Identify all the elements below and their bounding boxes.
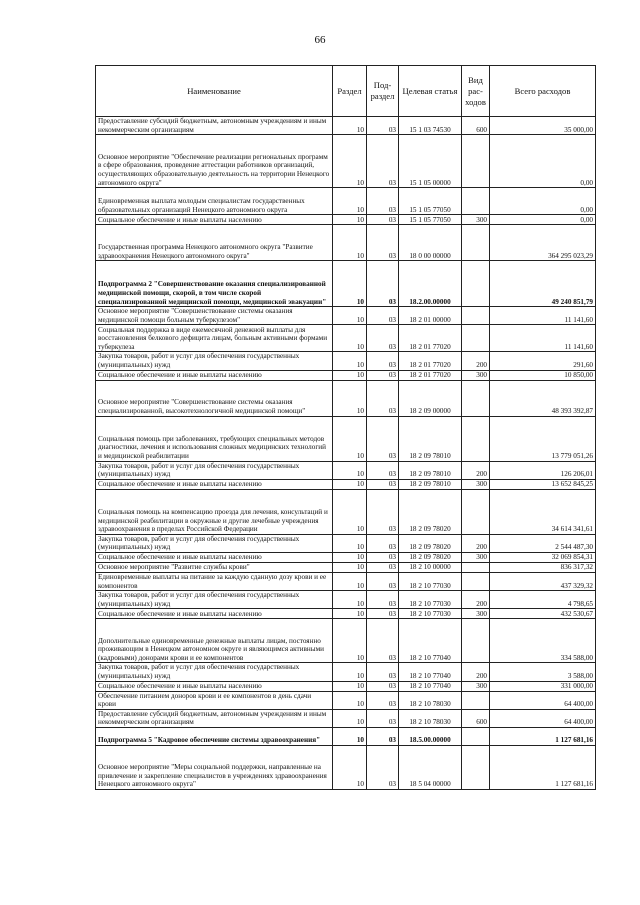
row-section: 10: [333, 307, 367, 325]
table-row: [96, 325, 596, 352]
row-type: 200: [462, 461, 490, 479]
row-article: 18 2 01 77020: [399, 325, 462, 352]
row-section: 10: [333, 691, 367, 709]
row-section: 10: [333, 489, 367, 534]
table-row: [96, 188, 596, 215]
row-article: 18 2 10 77030: [399, 572, 462, 590]
row-name: Социальное обеспечение и иные выплаты населению: [96, 609, 333, 619]
header-article: Целевая статья: [399, 66, 462, 117]
row-section: 10: [333, 117, 367, 135]
row-name: Социальная поддержка в виде ежемесячной денежной выплаты для восстановления белкового дефицита лицам, больным активными формами туберкулеза: [96, 325, 333, 352]
row-section: 10: [333, 225, 367, 261]
header-subsection: Под-раздел: [367, 66, 399, 117]
row-subsection: 03: [367, 727, 399, 745]
table-row: [96, 534, 596, 552]
row-name: Социальная помощь на компенсацию проезда для лечения, консультаций и медицинской реабилитации в окружные и другие лечебные учреждения здравоохранения в пределах Российской Федерации: [96, 489, 333, 534]
row-name: Предоставление субсидий бюджетным, автономным учреждениям и иным некоммерческим организациям: [96, 709, 333, 727]
header-section: Раздел: [333, 66, 367, 117]
row-section: 10: [333, 461, 367, 479]
table-row: [96, 380, 596, 416]
row-name: Единовременные выплаты на питание за каждую сданную дозу крови и ее компонентов: [96, 572, 333, 590]
row-amount: 10 850,00: [490, 370, 596, 380]
table-row: [96, 727, 596, 745]
row-name: Социальное обеспечение и иные выплаты населению: [96, 681, 333, 691]
row-section: 10: [333, 562, 367, 572]
row-amount: 331 000,00: [490, 681, 596, 691]
table-row: [96, 117, 596, 135]
row-section: 10: [333, 709, 367, 727]
row-type: [462, 380, 490, 416]
row-subsection: 03: [367, 489, 399, 534]
row-amount: 11 141,60: [490, 325, 596, 352]
row-amount: 126 206,01: [490, 461, 596, 479]
row-type: 300: [462, 609, 490, 619]
row-amount: 0,00: [490, 135, 596, 188]
row-subsection: 03: [367, 261, 399, 307]
header-total: Всего расходов: [490, 66, 596, 117]
row-name: Социальное обеспечение и иные выплаты населению: [96, 370, 333, 380]
row-name: Основное мероприятие "Совершенствование системы оказания специализированной, высокотехнологичной медицинской помощи": [96, 380, 333, 416]
row-amount: 35 000,00: [490, 117, 596, 135]
row-subsection: 03: [367, 709, 399, 727]
table-row: [96, 479, 596, 489]
row-article: 18 0 00 00000: [399, 225, 462, 261]
row-type: 200: [462, 534, 490, 552]
row-section: 10: [333, 325, 367, 352]
row-article: 18 2 01 00000: [399, 307, 462, 325]
row-type: [462, 745, 490, 789]
row-article: 18 2 10 77040: [399, 663, 462, 681]
row-section: 10: [333, 609, 367, 619]
row-type: [462, 416, 490, 461]
table-row: [96, 370, 596, 380]
budget-table: [95, 65, 596, 790]
row-type: 600: [462, 709, 490, 727]
row-section: 10: [333, 370, 367, 380]
row-type: [462, 135, 490, 188]
header-name: Наименование: [96, 66, 333, 117]
row-subsection: 03: [367, 619, 399, 663]
row-name: Основное мероприятие "Обеспечение реализации региональных программ в сфере образования, проведение аттестации работников организаций, осуществляющих образовательную деятельность на территории Ненецкого автономного округа": [96, 135, 333, 188]
row-type: [462, 225, 490, 261]
row-subsection: 03: [367, 534, 399, 552]
row-article: 18.2.00.00000: [399, 261, 462, 307]
row-name: Обеспечение питанием доноров крови и ее компонентов в день сдачи крови: [96, 691, 333, 709]
row-amount: 0,00: [490, 188, 596, 215]
table-row: [96, 591, 596, 609]
row-section: 10: [333, 534, 367, 552]
table-row: [96, 552, 596, 562]
row-article: 18 2 10 00000: [399, 562, 462, 572]
row-subsection: 03: [367, 562, 399, 572]
row-type: 200: [462, 591, 490, 609]
row-subsection: 03: [367, 380, 399, 416]
row-subsection: 03: [367, 479, 399, 489]
row-amount: 48 393 392,87: [490, 380, 596, 416]
row-subsection: 03: [367, 135, 399, 188]
row-article: 15 1 05 77050: [399, 188, 462, 215]
row-name: Закупка товаров, работ и услуг для обеспечения государственных (муниципальных) нужд: [96, 461, 333, 479]
row-article: 18.5.00.00000: [399, 727, 462, 745]
table-row: [96, 619, 596, 663]
row-subsection: 03: [367, 552, 399, 562]
row-name: Основное мероприятие "Совершенствование системы оказания медицинской помощи больным туберкулезом": [96, 307, 333, 325]
table-row: [96, 135, 596, 188]
row-article: 18 2 10 78030: [399, 709, 462, 727]
row-article: 18 2 09 78020: [399, 552, 462, 562]
row-subsection: 03: [367, 461, 399, 479]
row-article: 18 2 09 78010: [399, 479, 462, 489]
row-name: Закупка товаров, работ и услуг для обеспечения государственных (муниципальных) нужд: [96, 534, 333, 552]
row-amount: 291,60: [490, 352, 596, 370]
row-section: 10: [333, 380, 367, 416]
row-type: 200: [462, 352, 490, 370]
table-row: [96, 461, 596, 479]
row-type: [462, 325, 490, 352]
row-section: 10: [333, 416, 367, 461]
row-article: 15 1 03 74530: [399, 117, 462, 135]
row-type: 300: [462, 479, 490, 489]
row-amount: 364 295 023,29: [490, 225, 596, 261]
table-row: [96, 681, 596, 691]
row-section: 10: [333, 591, 367, 609]
row-amount: 11 141,60: [490, 307, 596, 325]
row-type: [462, 261, 490, 307]
row-article: 18 2 09 78020: [399, 489, 462, 534]
row-section: 10: [333, 188, 367, 215]
row-type: [462, 188, 490, 215]
row-amount: 1 127 681,16: [490, 745, 596, 789]
row-type: [462, 307, 490, 325]
row-article: 18 2 01 77020: [399, 352, 462, 370]
row-name: Закупка товаров, работ и услуг для обеспечения государственных (муниципальных) нужд: [96, 663, 333, 681]
row-section: 10: [333, 663, 367, 681]
row-subsection: 03: [367, 225, 399, 261]
page-number: 66: [314, 34, 326, 46]
row-subsection: 03: [367, 307, 399, 325]
row-type: 300: [462, 552, 490, 562]
table-row: [96, 416, 596, 461]
table-row: [96, 709, 596, 727]
row-subsection: 03: [367, 325, 399, 352]
row-subsection: 03: [367, 370, 399, 380]
row-name: Подпрограмма 5 "Кадровое обеспечение системы здравоохранения": [96, 727, 333, 745]
row-section: 10: [333, 552, 367, 562]
row-article: 18 2 10 77040: [399, 619, 462, 663]
row-article: 18 2 09 78010: [399, 416, 462, 461]
row-amount: 437 329,32: [490, 572, 596, 590]
row-type: 300: [462, 681, 490, 691]
row-name: Социальное обеспечение и иные выплаты населению: [96, 479, 333, 489]
row-subsection: 03: [367, 188, 399, 215]
row-article: 15 1 05 77050: [399, 215, 462, 225]
row-subsection: 03: [367, 691, 399, 709]
row-type: [462, 562, 490, 572]
row-name: Закупка товаров, работ и услуг для обеспечения государственных (муниципальных) нужд: [96, 591, 333, 609]
row-type: 600: [462, 117, 490, 135]
row-article: 18 2 10 78030: [399, 691, 462, 709]
table-row: [96, 307, 596, 325]
row-amount: 4 798,65: [490, 591, 596, 609]
row-section: 10: [333, 572, 367, 590]
row-subsection: 03: [367, 117, 399, 135]
row-amount: 2 544 487,30: [490, 534, 596, 552]
row-name: Дополнительные единовременные денежные выплаты лицам, постоянно проживающим в Ненецком автономном округе и являющимся активными (кадровыми) донорами крови и ее компонентов: [96, 619, 333, 663]
row-type: [462, 727, 490, 745]
row-subsection: 03: [367, 663, 399, 681]
row-amount: 34 614 341,61: [490, 489, 596, 534]
row-subsection: 03: [367, 745, 399, 789]
row-amount: 49 240 851,79: [490, 261, 596, 307]
row-article: 18 2 10 77030: [399, 609, 462, 619]
row-article: 18 2 09 78020: [399, 534, 462, 552]
row-subsection: 03: [367, 681, 399, 691]
row-amount: 432 530,67: [490, 609, 596, 619]
row-name: Предоставление субсидий бюджетным, автономным учреждениям и иным некоммерческим организациям: [96, 117, 333, 135]
row-amount: 32 069 854,31: [490, 552, 596, 562]
row-name: Единовременная выплата молодым специалистам государственных образовательных организаций Ненецкого автономного округа: [96, 188, 333, 215]
row-type: 200: [462, 663, 490, 681]
table-row: [96, 225, 596, 261]
header-type: Вид рас-ходов: [462, 66, 490, 117]
row-subsection: 03: [367, 215, 399, 225]
table-row: [96, 609, 596, 619]
table-row: [96, 489, 596, 534]
table-row: [96, 562, 596, 572]
row-section: 10: [333, 619, 367, 663]
table-body: [96, 117, 596, 790]
table-row: [96, 261, 596, 307]
row-article: 18 5 04 00000: [399, 745, 462, 789]
row-name: Социальная помощь при заболеваниях, требующих специальных методов диагностики, лечения и использования сложных медицинских технологий и медицинской реабилитации: [96, 416, 333, 461]
row-name: Подпрограмма 2 "Совершенствование оказания специализированной медицинской помощи, скорой, в том числе скорой специализированной медицинской помощи, медицинской эвакуации": [96, 261, 333, 307]
row-section: 10: [333, 681, 367, 691]
table-row: [96, 572, 596, 590]
table-row: [96, 745, 596, 789]
row-section: 10: [333, 352, 367, 370]
table-row: [96, 663, 596, 681]
row-article: 15 1 05 00000: [399, 135, 462, 188]
row-type: 300: [462, 215, 490, 225]
row-name: Государственная программа Ненецкого автономного округа "Развитие здравоохранения Ненецкого автономного округа": [96, 225, 333, 261]
row-amount: 13 779 051,26: [490, 416, 596, 461]
row-type: [462, 691, 490, 709]
row-name: Социальное обеспечение и иные выплаты населению: [96, 215, 333, 225]
table-row: [96, 352, 596, 370]
row-name: Закупка товаров, работ и услуг для обеспечения государственных (муниципальных) нужд: [96, 352, 333, 370]
row-subsection: 03: [367, 416, 399, 461]
row-amount: 64 400,00: [490, 691, 596, 709]
row-amount: 64 400,00: [490, 709, 596, 727]
row-type: [462, 619, 490, 663]
row-section: 10: [333, 727, 367, 745]
row-amount: 836 317,32: [490, 562, 596, 572]
row-type: [462, 489, 490, 534]
row-subsection: 03: [367, 572, 399, 590]
row-amount: 13 652 845,25: [490, 479, 596, 489]
row-article: 18 2 10 77030: [399, 591, 462, 609]
row-article: 18 2 10 77040: [399, 681, 462, 691]
row-amount: 3 588,00: [490, 663, 596, 681]
row-amount: 1 127 681,16: [490, 727, 596, 745]
row-article: 18 2 09 78010: [399, 461, 462, 479]
table-row: [96, 691, 596, 709]
row-amount: 334 588,00: [490, 619, 596, 663]
row-section: 10: [333, 261, 367, 307]
row-subsection: 03: [367, 609, 399, 619]
row-article: 18 2 09 00000: [399, 380, 462, 416]
row-type: [462, 572, 490, 590]
row-name: Основное мероприятие "Меры социальной поддержки, направленные на привлечение и закрепление специалистов в учреждениях здравоохранения Ненецкого автономного округа": [96, 745, 333, 789]
table-row: [96, 215, 596, 225]
row-subsection: 03: [367, 352, 399, 370]
table-header: [96, 66, 596, 117]
row-article: 18 2 01 77020: [399, 370, 462, 380]
row-section: 10: [333, 479, 367, 489]
row-name: Социальное обеспечение и иные выплаты населению: [96, 552, 333, 562]
row-type: 300: [462, 370, 490, 380]
row-amount: 0,00: [490, 215, 596, 225]
row-subsection: 03: [367, 591, 399, 609]
row-section: 10: [333, 135, 367, 188]
row-section: 10: [333, 745, 367, 789]
row-name: Основное мероприятие "Развитие службы крови": [96, 562, 333, 572]
row-section: 10: [333, 215, 367, 225]
